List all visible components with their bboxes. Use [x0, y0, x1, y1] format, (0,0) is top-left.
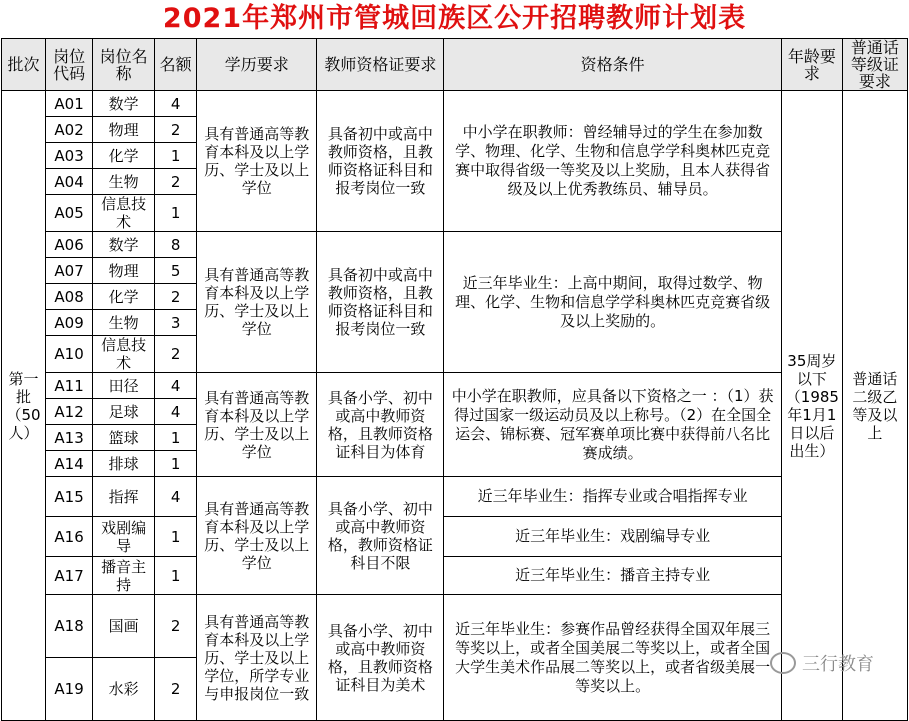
age-cell: 35周岁以下（1985年1月1日以后出生） — [781, 91, 842, 721]
post-quota: 4 — [155, 399, 197, 425]
qualification-cell: 近三年毕业生：上高中期间，取得过数学、物理、化学、生物和信息学学科奥林匹克竞赛省级及以上奖励的。 — [444, 232, 781, 373]
post-code: A03 — [46, 143, 93, 169]
table-row — [2, 517, 908, 557]
post-name: 田径 — [93, 373, 155, 399]
post-code: A13 — [46, 425, 93, 451]
post-code: A05 — [46, 195, 93, 232]
header-batch: 批次 — [2, 39, 46, 91]
post-name: 化学 — [93, 284, 155, 310]
table-row — [2, 477, 908, 517]
post-quota: 4 — [155, 91, 197, 117]
education-cell: 具有普通高等教育本科及以上学历、学士及以上学位，所学专业与申报岗位一致 — [197, 595, 317, 721]
post-quota: 1 — [155, 195, 197, 232]
watermark — [770, 650, 874, 676]
post-name: 生物 — [93, 310, 155, 336]
header-certificate: 教师资格证要求 — [317, 39, 444, 91]
qualification-cell: 中小学在职教师，应具备以下资格之一 ：（1）获得过国家一级运动员及以上称号。（2）在全国全运会、锦标赛、冠军赛单项比赛中获得前八名比赛成绩。 — [444, 373, 781, 477]
education-cell: 具有普通高等教育本科及以上学历、学士及以上学位 — [197, 232, 317, 373]
certificate-cell: 具备初中或高中教师资格，且教师资格证科目和报考岗位一致 — [317, 232, 444, 373]
post-name: 信息技术 — [93, 195, 155, 232]
post-code: A01 — [46, 91, 93, 117]
post-code: A10 — [46, 336, 93, 373]
post-quota: 8 — [155, 232, 197, 258]
post-quota: 1 — [155, 451, 197, 477]
post-name: 生物 — [93, 169, 155, 195]
post-code: A14 — [46, 451, 93, 477]
post-name: 戏剧编导 — [93, 517, 155, 557]
post-quota: 5 — [155, 258, 197, 284]
post-name: 数学 — [93, 232, 155, 258]
header-mandarin: 普通话等级证要求 — [842, 39, 907, 91]
qualification-cell: 中小学在职教师：曾经辅导过的学生在参加数学、物理、化学、生物和信息学学科奥林匹克竞赛中取得省级一等奖及以上奖励，且本人获得省级及以上优秀教练员、辅导员。 — [444, 91, 781, 232]
header-education: 学历要求 — [197, 39, 317, 91]
post-code: A11 — [46, 373, 93, 399]
education-cell: 具有普通高等教育本科及以上学历、学士及以上学位 — [197, 477, 317, 595]
header-row — [2, 39, 908, 91]
post-quota: 4 — [155, 373, 197, 399]
post-quota: 1 — [155, 143, 197, 169]
post-code: A19 — [46, 658, 93, 721]
recruitment-table — [1, 38, 908, 721]
page-title: 2021年郑州市管城回族区公开招聘教师计划表 — [162, 3, 747, 34]
qualification-cell: 近三年毕业生：指挥专业或合唱指挥专业 — [444, 477, 781, 517]
post-quota: 3 — [155, 310, 197, 336]
certificate-cell: 具备小学、初中或高中教师资格，且教师资格证科目为体育 — [317, 373, 444, 477]
post-quota: 2 — [155, 284, 197, 310]
header-qualification: 资格条件 — [444, 39, 781, 91]
post-quota: 2 — [155, 595, 197, 658]
post-name: 排球 — [93, 451, 155, 477]
certificate-cell: 具备初中或高中教师资格，且教师资格证科目和报考岗位一致 — [317, 91, 444, 232]
post-code: A04 — [46, 169, 93, 195]
header-code: 岗位代码 — [46, 39, 93, 91]
certificate-cell: 具备小学、初中或高中教师资格，教师资格证科目不限 — [317, 477, 444, 595]
post-name: 篮球 — [93, 425, 155, 451]
post-name: 数学 — [93, 91, 155, 117]
batch-cell: 第一批（50人） — [2, 91, 46, 721]
qualification-cell: 近三年毕业生：参赛作品曾经获得全国双年展三等奖以上，或者全国美展二等奖以上，或者全国大学生美术作品展二等奖以上，或者省级美展一等奖以上。 — [444, 595, 781, 721]
post-quota: 2 — [155, 658, 197, 721]
post-code: A18 — [46, 595, 93, 658]
post-name: 化学 — [93, 143, 155, 169]
post-quota: 1 — [155, 517, 197, 557]
header-name: 岗位名称 — [93, 39, 155, 91]
post-code: A02 — [46, 117, 93, 143]
education-cell: 具有普通高等教育本科及以上学历、学士及以上学位 — [197, 373, 317, 477]
post-name: 物理 — [93, 258, 155, 284]
mandarin-cell: 普通话二级乙等及以上 — [842, 91, 907, 721]
post-name: 指挥 — [93, 477, 155, 517]
post-name: 国画 — [93, 595, 155, 658]
post-code: A17 — [46, 557, 93, 595]
post-quota: 2 — [155, 117, 197, 143]
qualification-cell: 近三年毕业生：播音主持专业 — [444, 557, 781, 595]
certificate-cell: 具备小学、初中或高中教师资格，且教师资格证科目为美术 — [317, 595, 444, 721]
wechat-icon — [770, 652, 796, 674]
table-row — [2, 557, 908, 595]
table-row — [2, 91, 908, 117]
post-code: A06 — [46, 232, 93, 258]
watermark-text: 三行教育 — [802, 654, 874, 675]
post-code: A08 — [46, 284, 93, 310]
post-quota: 2 — [155, 169, 197, 195]
post-name: 信息技术 — [93, 336, 155, 373]
post-code: A07 — [46, 258, 93, 284]
table-row — [2, 232, 908, 258]
education-cell: 具有普通高等教育本科及以上学历、学士及以上学位 — [197, 91, 317, 232]
post-quota: 1 — [155, 425, 197, 451]
post-quota: 4 — [155, 477, 197, 517]
post-name: 足球 — [93, 399, 155, 425]
qualification-cell: 近三年毕业生：戏剧编导专业 — [444, 517, 781, 557]
table-row — [2, 595, 908, 658]
post-code: A15 — [46, 477, 93, 517]
post-code: A12 — [46, 399, 93, 425]
post-name: 播音主持 — [93, 557, 155, 595]
post-name: 水彩 — [93, 658, 155, 721]
post-code: A16 — [46, 517, 93, 557]
table-row — [2, 373, 908, 399]
header-quota: 名额 — [155, 39, 197, 91]
post-name: 物理 — [93, 117, 155, 143]
post-code: A09 — [46, 310, 93, 336]
post-quota: 1 — [155, 557, 197, 595]
header-age: 年龄要求 — [781, 39, 842, 91]
post-quota: 2 — [155, 336, 197, 373]
